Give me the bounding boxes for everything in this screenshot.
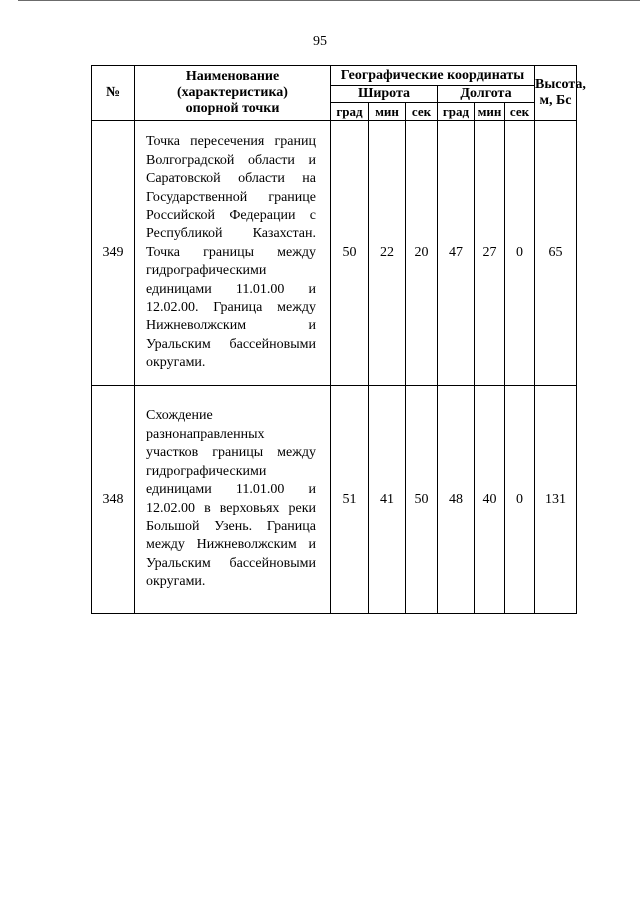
- row-lat-deg: 50: [331, 121, 369, 386]
- header-height-line1: Высота,: [535, 77, 586, 92]
- header-name: [135, 66, 331, 121]
- row-lon-deg: 48: [438, 386, 475, 614]
- row-lon-sec: 0: [505, 121, 535, 386]
- page-number: 95: [313, 34, 327, 49]
- header-name-line2: (характеристика): [177, 85, 288, 100]
- row-lon-deg: 47: [438, 121, 475, 386]
- row-height: 65: [535, 121, 577, 386]
- header-lat-min: мин: [369, 103, 406, 121]
- header-name-line1: Наименование: [185, 69, 280, 84]
- row-lat-sec: 20: [406, 121, 438, 386]
- header-latitude: Широта: [331, 86, 438, 103]
- row-lat-min: 22: [369, 121, 406, 386]
- header-lat-deg: град: [331, 103, 369, 121]
- row-name: Схождение разнонаправленных участков границы между гидрографическими единицами 11.01.00 и 12.02.00 в верховьях реки Большой Узень. Граница между Нижневолжским и Уральским бассейновыми округами.: [135, 386, 331, 614]
- row-height: 131: [535, 386, 577, 614]
- row-lon-min: 27: [475, 121, 505, 386]
- header-number: №: [92, 66, 135, 121]
- header-lon-sec: сек: [505, 103, 535, 121]
- table-row: [92, 386, 577, 614]
- header-name-line3: опорной точки: [185, 101, 280, 116]
- reference-points-table: [91, 65, 586, 614]
- row-name: Точка пересечения границ Волгоградской области и Саратовской области на Государственной границе Российской Федерации с Республикой Казахстан. Точка границы между гидрографическими единицами 11.01.00 и 12.02.00. Граница между Нижневолжским и Уральским бассейновыми округами.: [135, 121, 331, 386]
- header-lon-deg: град: [438, 103, 475, 121]
- row-lat-min: 41: [369, 386, 406, 614]
- row-lon-min: 40: [475, 386, 505, 614]
- table-row: [92, 121, 577, 386]
- row-lat-deg: 51: [331, 386, 369, 614]
- scan-edge-line: [18, 0, 640, 1]
- row-number: 348: [92, 386, 135, 614]
- row-lat-sec: 50: [406, 386, 438, 614]
- header-geo-coordinates: Географические координаты: [331, 66, 535, 86]
- header-lon-min: мин: [475, 103, 505, 121]
- header-longitude: Долгота: [438, 86, 535, 103]
- row-lon-sec: 0: [505, 386, 535, 614]
- header-height: [535, 66, 586, 121]
- header-height-line2: м, Бс: [539, 93, 572, 108]
- header-lat-sec: сек: [406, 103, 438, 121]
- row-number: 349: [92, 121, 135, 386]
